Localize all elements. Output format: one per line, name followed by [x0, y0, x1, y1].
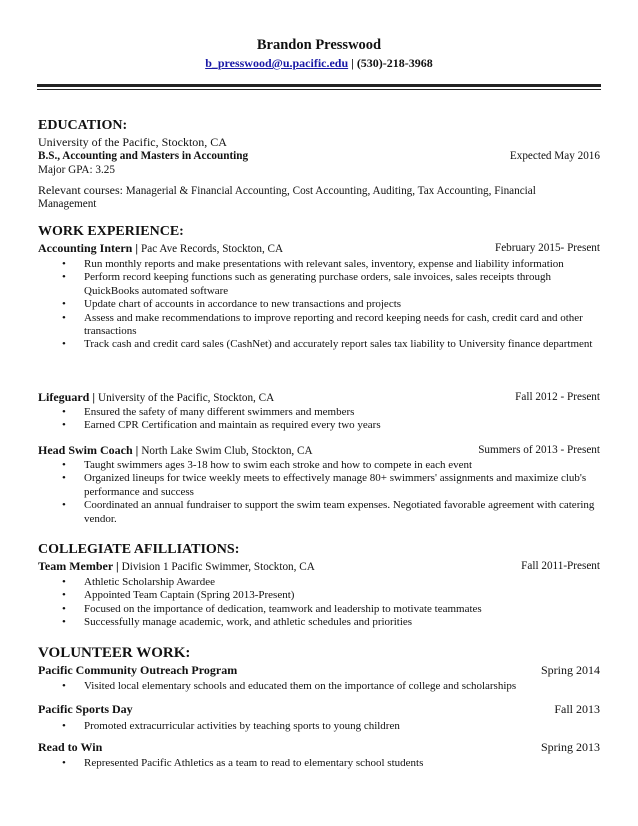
list-item: • Visited local elementary schools and educated them on the importance of college and scholarships — [38, 680, 600, 693]
education-heading: EDUCATION: — [38, 118, 128, 133]
job-title: Accounting Intern — [38, 241, 133, 255]
work-section — [38, 241, 600, 352]
degree-row — [38, 149, 600, 163]
list-item: • Successfully manage academic, work, and athletic schedules and priorities — [38, 616, 600, 629]
volunteer-role: Read to Win — [38, 740, 103, 754]
degree: B.S., Accounting and Masters in Accounting — [38, 150, 249, 162]
job-bullets — [38, 459, 600, 526]
list-item: • Coordinated an annual fundraiser to support the swim team expenses. Negotiated favorable agreement with catering vendor. — [38, 499, 600, 526]
job-sep: | — [89, 390, 98, 404]
list-item: • Organized lineups for twice weekly meets to effectively manage 80+ swimmers' assignments and maximize club's performance and success — [38, 472, 600, 499]
job-org: North Lake Swim Club, Stockton, CA — [141, 445, 313, 457]
job-bullets — [38, 406, 600, 433]
volunteer-item-2 — [38, 702, 600, 733]
volunteer-heading: VOLUNTEER WORK: — [38, 645, 191, 661]
gpa: Major GPA: 3.25 — [38, 164, 115, 176]
job-header — [38, 443, 600, 457]
candidate-name: Brandon Presswood — [256, 37, 382, 53]
phone-number: (530)-218-3968 — [356, 56, 433, 70]
header-rule-thick — [37, 84, 601, 87]
job-title: Lifeguard — [38, 390, 90, 404]
volunteer-item-3 — [38, 740, 600, 770]
job-date: Summers of 2013 - Present — [478, 444, 600, 456]
affiliation-header — [38, 559, 600, 573]
email-link[interactable]: b_presswood@u.pacific.edu — [205, 56, 349, 70]
volunteer-date: Spring 2014 — [540, 663, 600, 677]
volunteer-bullets — [38, 757, 600, 770]
list-item: • Focused on the importance of dedication, teamwork and leadership to motivate teammates — [38, 603, 600, 616]
list-item: • Appointed Team Captain (Spring 2013-Present) — [38, 589, 600, 602]
list-item: • Earned CPR Certification and maintain as required every two years — [38, 419, 600, 432]
list-item: • Taught swimmers ages 3-18 how to swim each stroke and how to compete in each event — [38, 459, 600, 472]
volunteer-header — [38, 663, 600, 677]
list-item: • Athletic Scholarship Awardee — [38, 576, 600, 589]
list-item: • Assess and make recommendations to improve reporting and record keeping needs for cash, credit card and other transactions — [38, 312, 600, 339]
list-item: • Perform record keeping functions such as generating purchase orders, sale invoices, sales receipts through QuickBooks automated software — [38, 271, 600, 298]
courses-list: Managerial & Financial Accounting, Cost Accounting, Auditing, Tax Accounting, Financial — [122, 185, 536, 197]
affiliation-sep: | — [112, 559, 122, 573]
job-org: Pac Ave Records, Stockton, CA — [141, 243, 284, 255]
lifeguard-section — [38, 390, 600, 433]
work-heading: WORK EXPERIENCE: — [38, 224, 184, 239]
list-item: • Promoted extracurricular activities by teaching sports to young children — [38, 720, 600, 733]
collegiate-section — [38, 559, 600, 630]
job-title: Head Swim Coach — [38, 443, 133, 457]
courses-label: Relevant courses: — [38, 183, 123, 197]
courses-row-cont — [38, 197, 600, 211]
list-item: • Run monthly reports and make presentations with relevant sales, inventory, expense and liability information — [38, 258, 600, 271]
volunteer-header — [38, 740, 600, 754]
coach-section — [38, 443, 600, 526]
job-header — [38, 390, 600, 404]
contact-separator: | — [351, 56, 354, 70]
affiliation-bullets — [38, 576, 600, 630]
school-row — [38, 135, 600, 149]
volunteer-header — [38, 702, 600, 716]
job-sep: | — [132, 241, 141, 255]
list-item: • Ensured the safety of many different swimmers and members — [38, 406, 600, 419]
affiliation-org: Division 1 Pacific Swimmer, Stockton, CA — [121, 561, 315, 573]
courses-list-cont: Management — [38, 198, 97, 210]
job-date: Fall 2012 - Present — [515, 391, 600, 403]
gpa-row — [38, 163, 600, 177]
volunteer-date: Spring 2013 — [540, 740, 600, 754]
education-section — [38, 135, 600, 211]
collegiate-heading: COLLEGIATE AFILLIATIONS: — [38, 542, 240, 557]
header-rule-thin — [37, 89, 601, 90]
job-sep: | — [132, 443, 142, 457]
volunteer-bullets — [38, 680, 600, 693]
volunteer-date: Fall 2013 — [554, 702, 600, 716]
expected-date: Expected May 2016 — [509, 150, 600, 162]
job-header — [38, 241, 600, 255]
volunteer-item-1 — [38, 663, 600, 693]
volunteer-role: Pacific Community Outreach Program — [38, 663, 238, 677]
job-date: February 2015- Present — [494, 242, 600, 254]
courses-row — [38, 183, 600, 197]
job-bullets — [38, 258, 600, 352]
list-item: • Track cash and credit card sales (CashNet) and accurately report sales tax liability to University finance department — [38, 338, 600, 351]
list-item: • Represented Pacific Athletics as a team to read to elementary school students — [38, 757, 600, 770]
volunteer-role: Pacific Sports Day — [38, 702, 133, 716]
school-name: University of the Pacific, Stockton, CA — [38, 135, 227, 149]
affiliation-role: Team Member — [38, 559, 113, 573]
job-org: University of the Pacific, Stockton, CA — [98, 392, 275, 404]
affiliation-date: Fall 2011-Present — [521, 560, 600, 572]
volunteer-bullets — [38, 720, 600, 733]
list-item: • Update chart of accounts in accordance to new transactions and projects — [38, 298, 600, 311]
contact-line — [0, 56, 638, 71]
